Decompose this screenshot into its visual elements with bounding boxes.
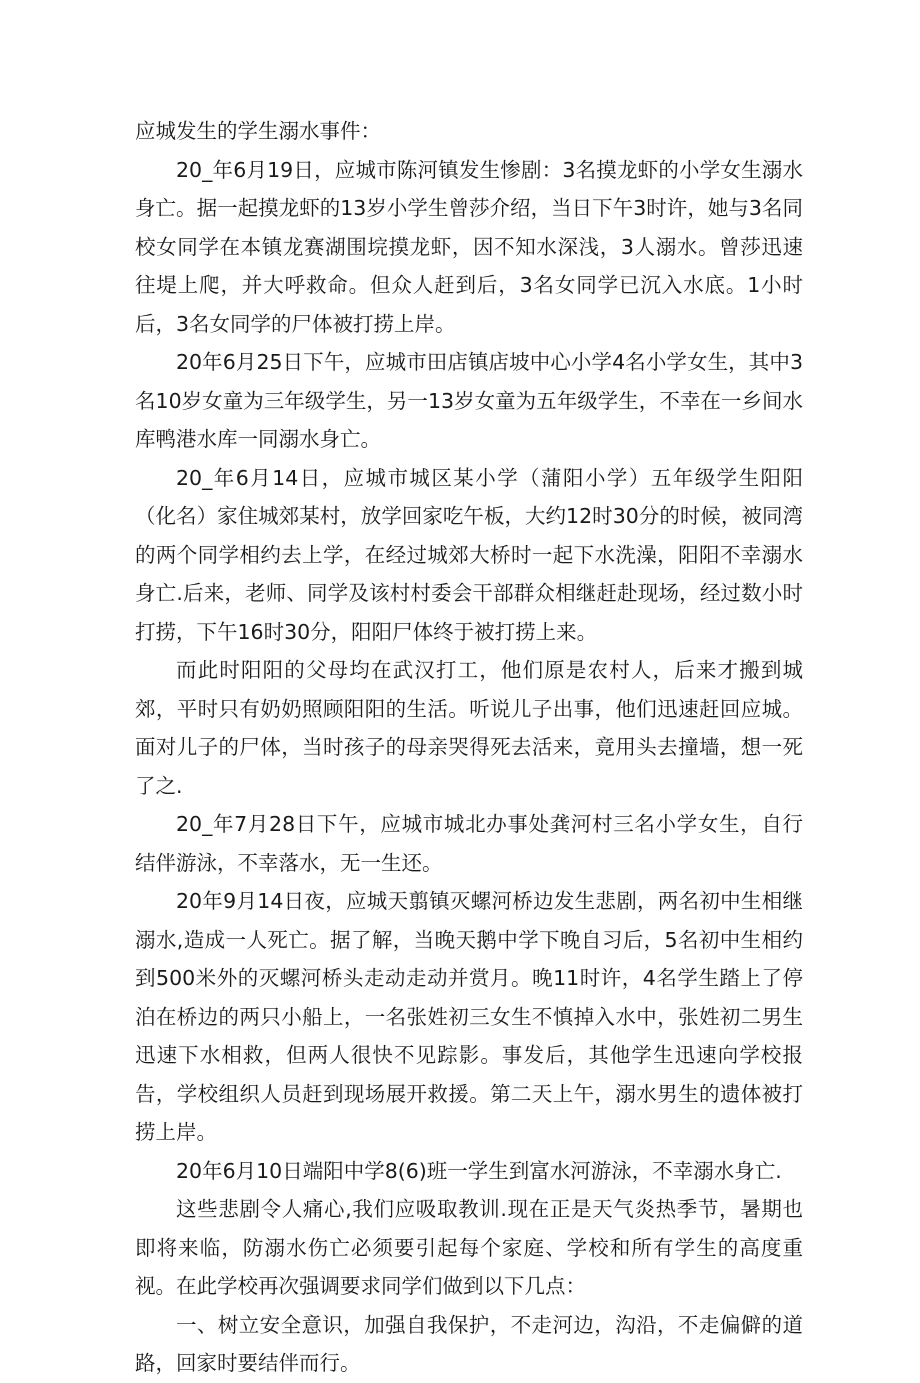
paragraph-duanyang-incident: 20年6月10日端阳中学8(6)班一学生到富水河游泳，不幸溺水身亡. <box>176 1158 782 1183</box>
paragraph-tiane-incident: 20年9月14日夜，应城天翦镇灭螺河桥边发生悲剧，两名初中生相继溺水,造成一人死亡。据了解，当晚天鹅中学下晚自习后，5名初中生相约到500米外的灭螺河桥头走动走动并赏月。晚11时许，4名学生踏上了停泊在桥边的两只小船上，一名张姓初三女生不慎掉入水中，张姓初二男生迅速下水相救，但两人很快不见踪影。事发后，其他学生迅速向学校报告，学校组织人员赶到现场展开救援。第二天上午，溺水男生的遗体被打捞上岸。 <box>135 889 803 1144</box>
paragraph-safety-rule-one: 一、树立安全意识，加强自我保护，不走河边，沟沿，不走偏僻的道路，回家时要结伴而行。 <box>135 1312 803 1375</box>
paragraph-parents-reaction: 而此时阳阳的父母均在武汉打工，他们原是农村人，后来才搬到城郊，平时只有奶奶照顾阳阳的生活。听说儿子出事，他们迅速赶回应城。面对儿子的尸体，当时孩子的母亲哭得死去活来，竟用头去撞墙，想一死了之. <box>135 658 803 798</box>
paragraph-puyang-incident: 20_年6月14日，应城市城区某小学（蒲阳小学）五年级学生阳阳（化名）家住城郊某村，放学回家吃午板，大约12时30分的时候，被同湾的两个同学相约去上学，在经过城郊大桥时一起下水洗澡，阳阳不幸溺水身亡.后来，老师、同学及该村村委会干部群众相继赶赴现场，经过数小时打捞，下午16时30分，阳阳尸体终于被打捞上来。 <box>135 465 803 644</box>
paragraph-gonghe-incident: 20_年7月28日下午，应城市城北办事处龚河村三名小学女生，自行结伴游泳，不幸落水，无一生还。 <box>135 812 803 875</box>
intro-heading: 应城发生的学生溺水事件： <box>135 119 381 143</box>
paragraph-lesson-call: 这些悲剧令人痛心,我们应吸取教训.现在正是天气炎热季节，暑期也即将来临，防溺水伤亡必须要引起每个家庭、学校和所有学生的高度重视。在此学校再次强调要求同学们做到以下几点： <box>135 1197 803 1298</box>
paragraph-chenhe-incident: 20_年6月19日，应城市陈河镇发生惨剧：3名摸龙虾的小学女生溺水身亡。据一起摸龙虾的13岁小学生曾莎介绍，当日下午3时许，她与3名同校女同学在本镇龙赛湖围垸摸龙虾，因不知水深浅，3人溺水。曾莎迅速往堤上爬，并大呼救命。但众人赶到后，3名女同学已沉入水底。1小时后，3名女同学的尸体被打捞上岸。 <box>135 157 803 336</box>
document-body <box>135 112 803 1383</box>
paragraph-tiandian-incident: 20年6月25日下午，应城市田店镇店坡中心小学4名小学女生，其中3名10岁女童为三年级学生，另一13岁女童为五年级学生，不幸在一乡间水库鸭港水库一同溺水身亡。 <box>135 350 803 451</box>
